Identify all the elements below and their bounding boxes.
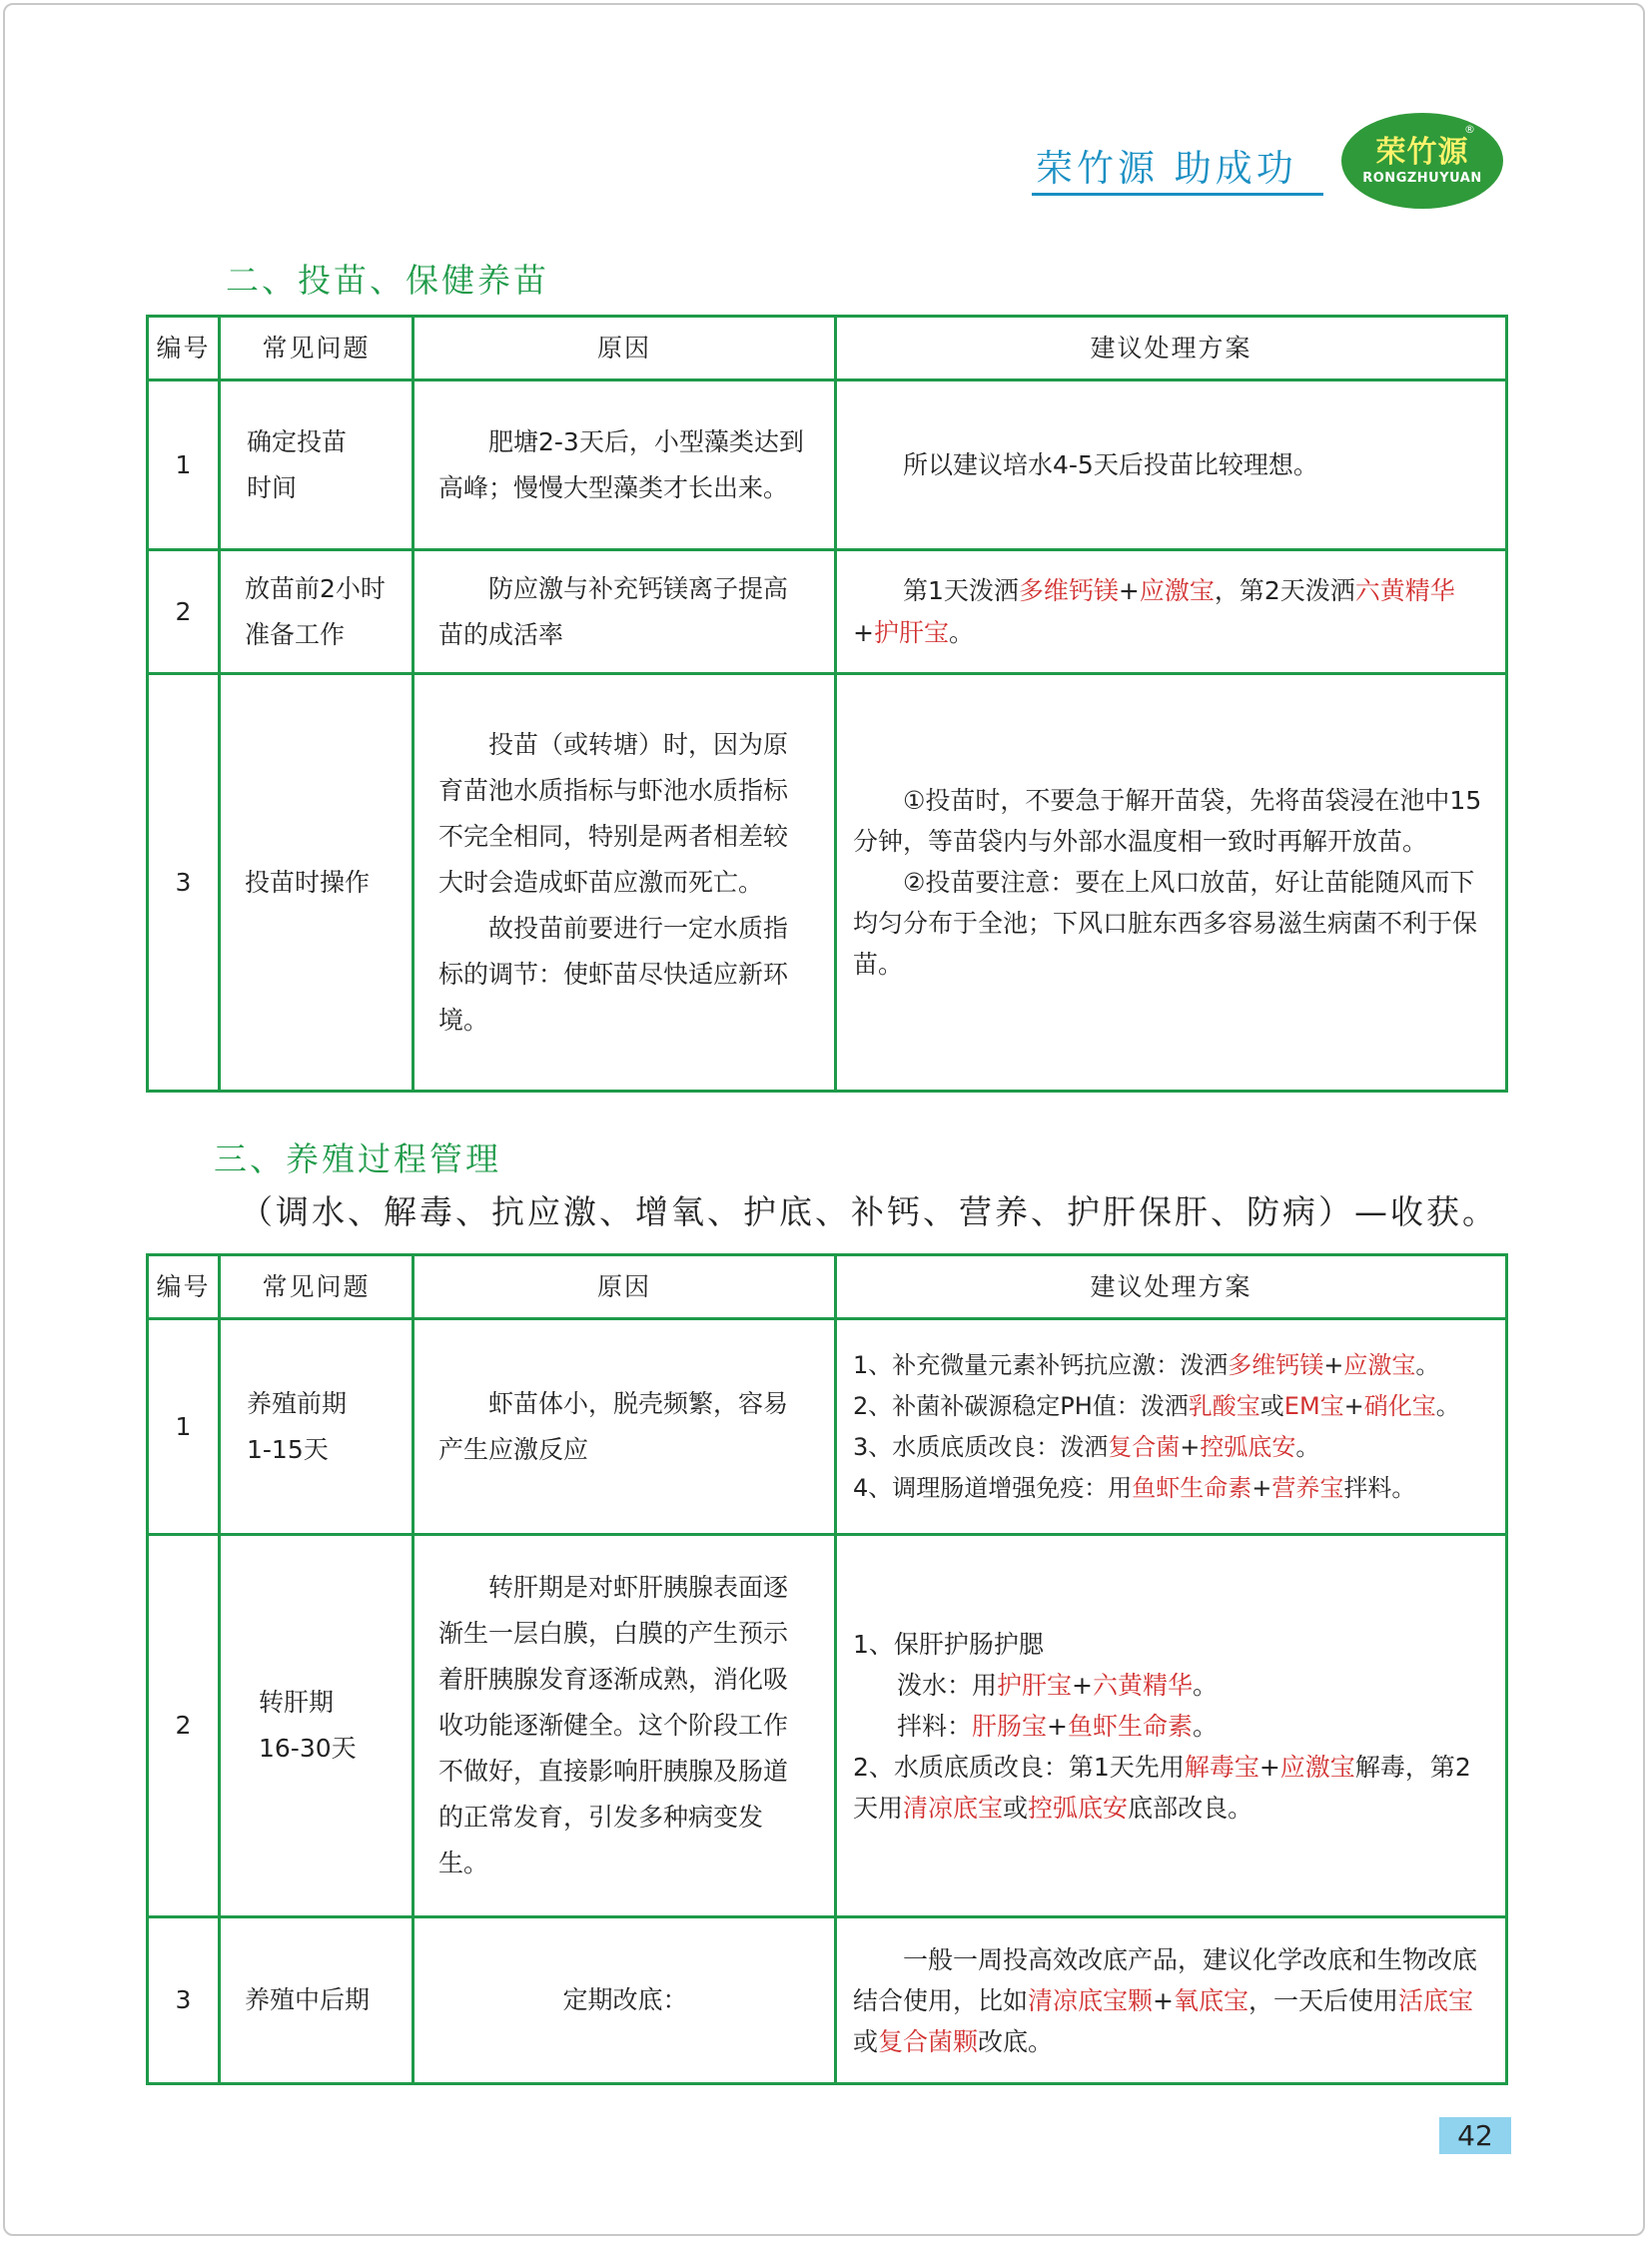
product-name: 多维钙镁: [1018, 575, 1119, 605]
header-issue: 常见问题: [220, 317, 413, 380]
table-row: [148, 380, 1507, 550]
row-num: 3: [148, 1917, 220, 2084]
section3-title: 三、养殖过程管理: [214, 1139, 501, 1178]
reason-text: 虾苗体小，脱壳频繁，容易产生应激反应: [438, 1388, 789, 1464]
row-issue: [220, 1535, 413, 1917]
issue-line: 投苗时操作: [245, 867, 371, 897]
product-name: 鱼虾生命素: [1067, 1711, 1193, 1741]
row-plan: [836, 550, 1507, 674]
row-num: 2: [148, 550, 220, 674]
product-name: 鱼虾生命素: [1132, 1473, 1252, 1502]
plan-text: 所以建议培水4-5天后投苗比较理想。: [903, 449, 1318, 479]
product-name: 硝化宝: [1363, 1391, 1436, 1420]
issue-line: 准备工作: [245, 619, 346, 649]
row-num: 3: [148, 674, 220, 1092]
row-num: 1: [148, 1319, 220, 1535]
product-name: 解毒宝: [1184, 1752, 1259, 1782]
table-row: [148, 1535, 1507, 1917]
issue-line: 时间: [247, 472, 298, 502]
product-name: 六黄精华: [1092, 1670, 1193, 1700]
product-name: 六黄精华: [1354, 575, 1455, 605]
table-row: [148, 1319, 1507, 1535]
product-name: 护肝宝: [873, 617, 949, 647]
section2-table: [146, 315, 1508, 1093]
plan-line: 2、水质底质改良：第1天先用解毒宝+应激宝解毒，第2天用清凉底宝或控弧底安底部改良。: [853, 1752, 1471, 1823]
row-plan: [836, 674, 1507, 1092]
header-reason: 原因: [413, 317, 836, 380]
product-name: 控弧底安: [1200, 1432, 1296, 1461]
header-num: 编号: [148, 1255, 220, 1319]
issue-line: 放苗前2小时: [245, 573, 386, 603]
table-row: [148, 550, 1507, 674]
plan-line: 1、保肝护肠护腮: [853, 1629, 1044, 1659]
row-issue: [220, 380, 413, 550]
row-plan: [836, 380, 1507, 550]
row-issue: [220, 674, 413, 1092]
section3-subtitle: （调水、解毒、抗应激、增氧、护底、补钙、营养、护肝保肝、防病）—收获。: [240, 1192, 1498, 1231]
header-plan: 建议处理方案: [836, 317, 1507, 380]
row-reason: [413, 380, 836, 550]
page-number: 42: [1439, 2117, 1511, 2154]
issue-line: 1-15天: [247, 1434, 329, 1464]
row-reason: [413, 1917, 836, 2084]
section2-title: 二、投苗、保健养苗: [226, 261, 549, 300]
row-issue: [220, 1917, 413, 2084]
row-plan: [836, 1535, 1507, 1917]
product-name: 复合菌颗: [878, 2026, 979, 2056]
product-name: 氧底宝: [1173, 1985, 1248, 2015]
plan-text: ①投苗时，不要急于解开苗袋，先将苗袋浸在池中15分钟，等苗袋内与外部水温度相一致时再解开放苗。: [853, 786, 1482, 856]
product-name: 复合菌: [1108, 1432, 1181, 1461]
issue-line: 16-30天: [259, 1734, 357, 1763]
product-name: 应激宝: [1279, 1752, 1355, 1782]
logo-registered-mark: ®: [1464, 123, 1475, 136]
section3-table: [146, 1253, 1508, 2085]
plan-text: ②投苗要注意：要在上风口放苗，好让苗能随风而下均匀分布于全池；下风口脏东西多容易滋生病菌不利于保苗。: [853, 868, 1478, 979]
product-name: 肝肠宝: [972, 1711, 1048, 1741]
table-row: [148, 674, 1507, 1092]
table-row: [148, 1917, 1507, 2084]
product-name: 清凉底宝: [903, 1793, 1004, 1823]
product-name: EM宝: [1283, 1391, 1344, 1420]
row-plan: [836, 1319, 1507, 1535]
product-name: 活底宝: [1398, 1985, 1474, 2015]
issue-line: 养殖前期: [247, 1388, 348, 1418]
plan-text: 一般一周投高效改底产品，建议化学改底和生物改底结合使用，比如清凉底宝颗+氧底宝，一天后使用活底宝或复合菌颗改底。: [853, 1944, 1478, 2056]
table-header-row: [148, 317, 1507, 380]
header-plan: 建议处理方案: [836, 1255, 1507, 1319]
plan-line: 拌料：肝肠宝+鱼虾生命素。: [897, 1711, 1219, 1741]
row-reason: [413, 1535, 836, 1917]
product-name: 多维钙镁: [1228, 1350, 1324, 1379]
issue-line: 确定投苗: [247, 426, 348, 456]
row-reason: [413, 1319, 836, 1535]
row-reason: [413, 550, 836, 674]
row-num: 2: [148, 1535, 220, 1917]
product-name: 应激宝: [1343, 1350, 1416, 1379]
logo-text-cn: 荣竹源: [1375, 135, 1469, 170]
row-num: 1: [148, 380, 220, 550]
slogan-underline: [1032, 193, 1323, 196]
header-num: 编号: [148, 317, 220, 380]
table-header-row: [148, 1255, 1507, 1319]
plan-line: 4、调理肠道增强免疫：用鱼虾生命素+营养宝拌料。: [853, 1473, 1416, 1502]
header-reason: 原因: [413, 1255, 836, 1319]
product-name: 应激宝: [1139, 575, 1215, 605]
product-name: 控弧底安: [1028, 1793, 1129, 1823]
row-issue: [220, 1319, 413, 1535]
issue-line: 养殖中后期: [245, 1985, 371, 2014]
reason-text: 定期改底：: [562, 1985, 688, 2014]
plan-line: 泼水：用护肝宝+六黄精华。: [897, 1670, 1219, 1700]
plan-line: 2、补菌补碳源稳定PH值：泼洒乳酸宝或EM宝+硝化宝。: [853, 1391, 1460, 1420]
brand-logo: [1341, 113, 1503, 209]
plan-line: 3、水质底质改良：泼洒复合菌+控弧底安。: [853, 1432, 1320, 1461]
row-issue: [220, 550, 413, 674]
reason-text: 防应激与补充钙镁离子提高苗的成活率: [438, 573, 789, 649]
reason-text: 转肝期是对虾肝胰腺表面逐渐生一层白膜，白膜的产生预示着肝胰腺发育逐渐成熟，消化吸收功能逐渐健全。这个阶段工作不做好，直接影响肝胰腺及肠道的正常发育，引发多种病变发生。: [438, 1573, 789, 1877]
reason-text: 投苗（或转塘）时，因为原育苗池水质指标与虾池水质指标不完全相同，特别是两者相差较大时会造成虾苗应激而死亡。: [438, 729, 789, 897]
logo-text-en: RONGZHUYUAN: [1362, 171, 1482, 186]
reason-text: 故投苗前要进行一定水质指标的调节：使虾苗尽快适应新环境。: [438, 913, 789, 1035]
product-name: 护肝宝: [997, 1670, 1073, 1700]
issue-line: 转肝期: [259, 1688, 335, 1717]
header-slogan: 荣竹源 助成功: [1036, 147, 1297, 190]
row-plan: [836, 1917, 1507, 2084]
product-name: 清凉底宝颗: [1028, 1985, 1154, 2015]
plan-line: 1、补充微量元素补钙抗应激：泼洒多维钙镁+应激宝。: [853, 1350, 1440, 1379]
row-reason: [413, 674, 836, 1092]
product-name: 营养宝: [1271, 1473, 1344, 1502]
plan-text: 第1天泼洒多维钙镁+应激宝，第2天泼洒六黄精华+护肝宝。: [853, 575, 1455, 647]
reason-text: 肥塘2-3天后，小型藻类达到高峰；慢慢大型藻类才长出来。: [438, 426, 804, 502]
product-name: 乳酸宝: [1188, 1391, 1260, 1420]
header-issue: 常见问题: [220, 1255, 413, 1319]
